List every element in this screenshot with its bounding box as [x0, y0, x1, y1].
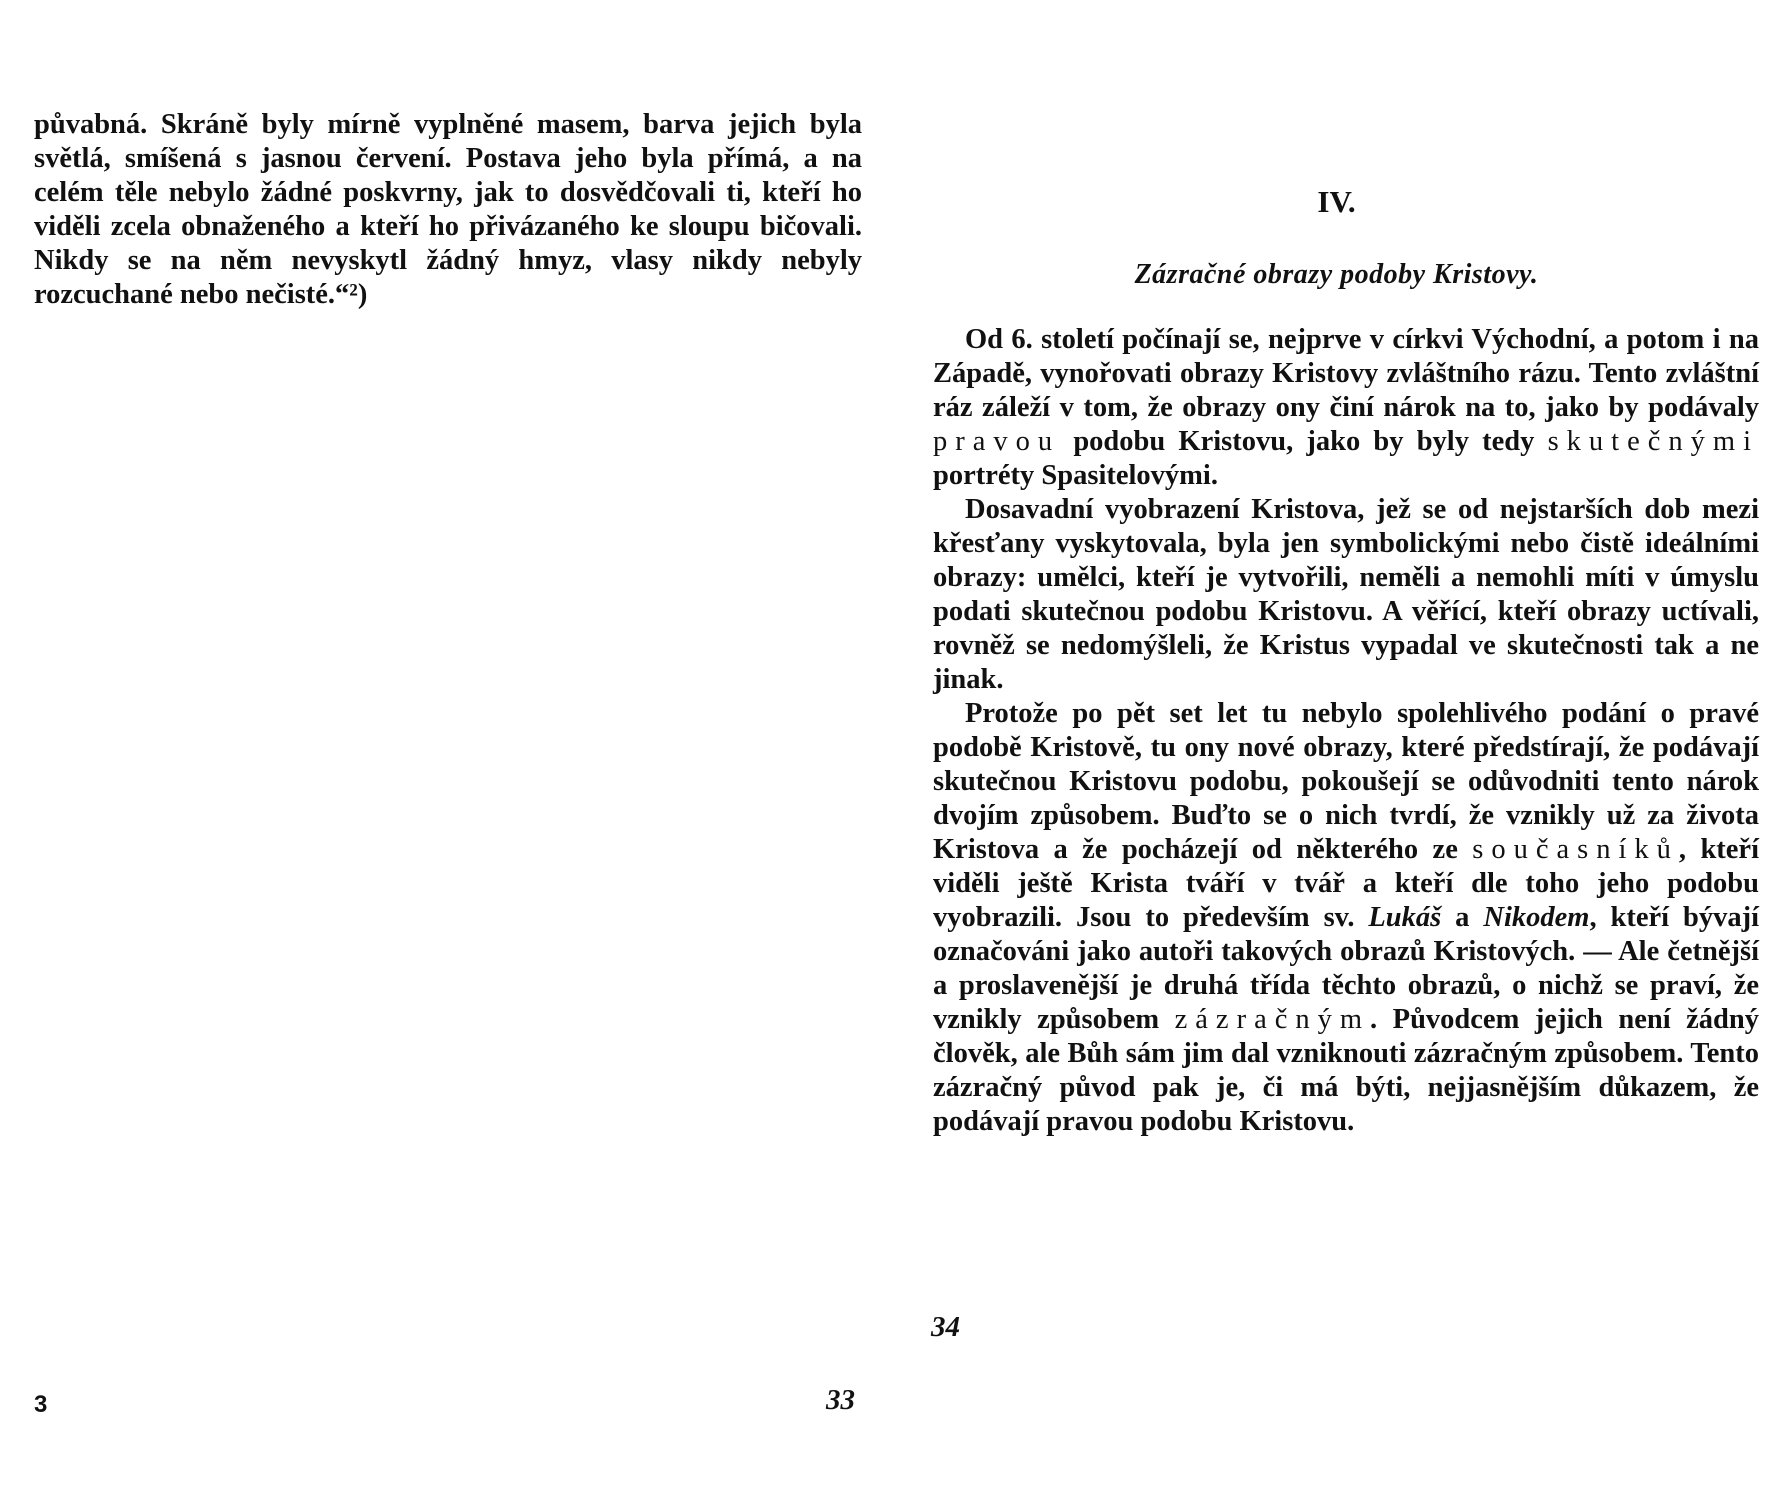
p3-text-e: a: [1441, 902, 1484, 933]
paragraph-2: Dosavadní vyobrazení Kristova, jež se od nejstarších dob mezi křesťany vyskytovala, byla jen symbolickými nebo čistě ideálními obrazy: umělci, kteří je vytvořili, neměli a nemohli míti v úmyslu podati skutečnou podobu Kristovu. A věřící, kteří obrazy uctívali, rovněž se nedomýšleli, že Kristus vypadal ve skutečnosti tak a ne jinak.: [933, 494, 1759, 695]
p3-text-i: . Původcem jejich není žádný člověk, ale Bůh sám jim dal vzniknouti zázračným způsobem. Tento zázračný původ pak je, či má býti, nejjasnějším důkazem, že podávají pravou podobu Kristovu.: [933, 1004, 1759, 1137]
p3-emphasis-zazracnym: zázračným: [1174, 1004, 1371, 1035]
chapter-title: Zázračné obrazy podoby Kristovy.: [1134, 259, 1539, 290]
p3-text-g: , kteří bývají označováni jako autoři takových obrazů Kristových. — Ale četnější a proslavenější je druhá třída těchto obrazů, o nichž se praví, že vznikly způsobem: [933, 902, 1759, 1035]
p1-text-c: podobu Kristovu, jako by byly tedy: [1060, 426, 1548, 457]
page-number-right: 34: [931, 1311, 960, 1343]
right-body: [933, 323, 1759, 1139]
chapter-number: IV.: [1317, 184, 1356, 219]
p3-text-c: , kteří viděli ještě Krista tváří v tvář a kteří dle toho jeho podobu vyobrazili. Jsou to především sv.: [933, 834, 1760, 933]
p1-emphasis-skutecnymi: skutečnými: [1547, 426, 1759, 457]
page-number-left: 33: [826, 1384, 855, 1416]
p1-text-e: portréty Spasitelovými.: [933, 460, 1218, 491]
p3-emphasis-soucasniku: současníků: [1472, 834, 1679, 865]
p3-name-nikodem: Nikodem: [1483, 902, 1590, 933]
p3-text-a: Protože po pět set let tu nebylo spolehlivého podání o pravé podobě Kristově, tu ony nové obrazy, které předstírají, že podávají skutečnou Kristovu podobu, pokoušejí se odůvodniti tento nárok dvojím způsobem. Buďto se o nich tvrdí, že vznikly už za života Kristova a že pocházejí od některého ze: [933, 698, 1759, 865]
signature-mark: 3: [34, 1391, 48, 1418]
paragraph-3: [933, 697, 1759, 1139]
left-paragraph: půvabná. Skráně byly mírně vyplněné masem, barva jejich byla světlá, smíšená s jasnou červení. Postava jeho byla přímá, a na celém těle nebylo žádné poskvrny, jak to dosvědčovali ti, kteří ho viděli zcela obnaženého a kteří ho přivázaného ke sloupu bičovali. Nikdy se na něm nevyskytl žádný hmyz, vlasy nikdy nebyly rozcuchané nebo nečisté.“²): [34, 109, 862, 310]
p3-name-lukas: Lukáš: [1368, 902, 1442, 933]
right-page: [891, 0, 1782, 1500]
paragraph-1: [933, 323, 1759, 493]
p1-emphasis-pravou: pravou: [933, 426, 1061, 457]
p1-text-a: Od 6. století počínají se, nejprve v církvi Východní, a potom i na Západě, vynořovati obrazy Kristovy zvláštního rázu. Tento zvláštní ráz záleží v tom, že obrazy ony činí nárok na to, jako by podávaly: [933, 324, 1759, 423]
